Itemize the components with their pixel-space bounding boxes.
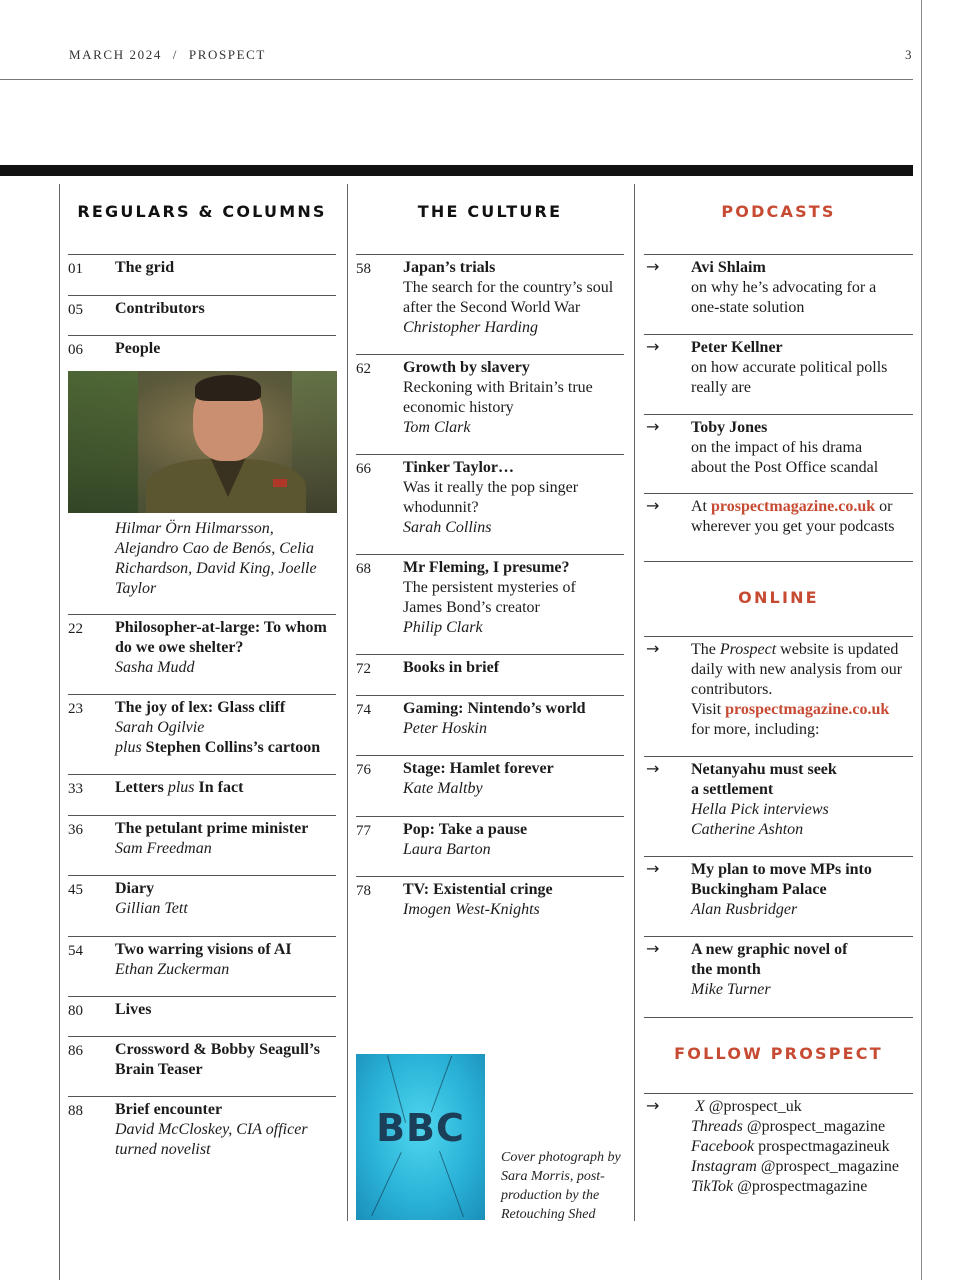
entry-author: David McCloskey, CIA officer turned novelist <box>115 1121 308 1158</box>
podcast-item[interactable] <box>644 254 913 316</box>
podcast-at: At <box>691 498 707 515</box>
online-item[interactable] <box>644 856 913 918</box>
podcasts-heading: PODCASTS <box>721 202 836 221</box>
entry-desc: The persistent mysteries of James Bond’s creator <box>403 579 576 616</box>
online-title: My plan to move MPs into Buckingham Palace <box>691 861 872 898</box>
entry-title: Tinker Taylor… <box>403 459 514 476</box>
entry-author: Sarah Collins <box>403 519 492 536</box>
follow-heading: FOLLOW PROSPECT <box>674 1044 883 1063</box>
podcast-desc: on the impact of his drama about the Post Office scandal <box>691 439 879 476</box>
arrow-icon: → <box>646 639 660 658</box>
intro-tail: for more, including: <box>691 721 820 738</box>
entry-author: Tom Clark <box>403 419 471 436</box>
online-intro <box>644 636 913 738</box>
toc-entry[interactable] <box>356 876 624 918</box>
toc-entry[interactable] <box>68 774 336 797</box>
social-handle: @prospect_magazine <box>746 1118 886 1135</box>
entry-author: Sasha Mudd <box>115 659 195 676</box>
entry-author: Peter Hoskin <box>403 720 487 737</box>
entry-title: Books in brief <box>403 659 500 676</box>
social-link[interactable] <box>691 1137 913 1157</box>
toc-entry[interactable] <box>68 614 336 676</box>
arrow-icon: → <box>646 337 660 356</box>
social-platform: Threads <box>691 1118 743 1135</box>
page-ref: 78 <box>356 883 371 899</box>
entry-title: Two warring visions of AI <box>115 941 292 958</box>
entry-desc: Was it really the pop singer whodunnit? <box>403 479 579 516</box>
entry-title: Contributors <box>115 300 205 317</box>
page-ref: 68 <box>356 561 371 577</box>
intro-visit: Visit <box>691 701 722 718</box>
entry-title: Japan’s trials <box>403 259 496 276</box>
podcast-item[interactable] <box>644 414 913 476</box>
entry-author: Sarah Ogilvie <box>115 719 205 736</box>
page-ref: 22 <box>68 621 83 637</box>
online-item[interactable] <box>644 756 913 838</box>
podcast-desc: on how accurate political polls really are <box>691 359 888 396</box>
page-ref: 33 <box>68 781 83 797</box>
toc-entry[interactable] <box>68 1096 336 1158</box>
arrow-icon: → <box>646 859 660 878</box>
entry-title: People <box>115 340 161 357</box>
page-ref: 77 <box>356 823 371 839</box>
entry-title: Diary <box>115 880 155 897</box>
social-platform: Instagram <box>691 1158 757 1175</box>
social-link[interactable] <box>691 1157 913 1177</box>
culture-heading: THE CULTURE <box>417 202 563 221</box>
podcast-footer <box>644 493 913 562</box>
podcast-item[interactable] <box>644 334 913 396</box>
toc-entry[interactable] <box>68 254 336 277</box>
cover-credit: Cover photograph by Sara Morris, post-production by the Retouching Shed <box>501 1150 621 1222</box>
page-ref: 58 <box>356 261 371 277</box>
page-ref: 06 <box>68 342 83 358</box>
arrow-icon: → <box>646 496 660 515</box>
podcast-site-link[interactable]: prospectmagazine.co.uk <box>711 498 876 515</box>
online-title: A new graphic novel of the month <box>691 941 848 978</box>
page-ref: 62 <box>356 361 371 377</box>
online-item[interactable] <box>644 936 913 1018</box>
prospect-name: Prospect <box>719 641 777 658</box>
page-edge-rule <box>921 0 922 1280</box>
page-ref: 23 <box>68 701 83 717</box>
page-ref: 88 <box>68 1103 83 1119</box>
page-ref: 66 <box>356 461 371 477</box>
entry-title: Mr Fleming, I presume? <box>403 559 570 576</box>
toc-entry[interactable] <box>68 1036 336 1078</box>
arrow-icon: → <box>646 759 660 778</box>
intro-text: The <box>691 641 716 658</box>
entry-author: Christopher Harding <box>403 319 538 336</box>
arrow-icon: → <box>646 939 660 958</box>
entry-title: Gaming: Nintendo’s world <box>403 700 586 717</box>
entry-author: Gillian Tett <box>115 900 188 917</box>
page-ref: 72 <box>356 661 371 677</box>
entry-title: TV: Existential cringe <box>403 881 553 898</box>
entry-title: The petulant prime minister <box>115 820 309 837</box>
issue-date: MARCH 2024 <box>69 47 162 62</box>
social-link[interactable] <box>691 1097 913 1117</box>
toc-entry[interactable] <box>68 875 336 917</box>
section-bar <box>0 165 913 176</box>
entry-author: Kate Maltby <box>403 780 483 797</box>
online-author: Alan Rusbridger <box>691 901 798 918</box>
social-handle: @prospect_magazine <box>760 1158 900 1175</box>
social-platform: TikTok <box>691 1178 734 1195</box>
column-divider-right <box>634 184 635 1221</box>
social-link[interactable] <box>691 1117 913 1137</box>
podcast-guest: Peter Kellner <box>691 339 783 356</box>
page-number: 3 <box>905 47 912 62</box>
column-divider-middle <box>347 184 348 1221</box>
toc-entry[interactable] <box>356 254 624 336</box>
social-handle: @prospect_uk <box>708 1098 802 1115</box>
toc-entry[interactable] <box>68 694 336 756</box>
toc-entry[interactable] <box>68 295 336 318</box>
entry-extra: Stephen Collins’s cartoon <box>145 739 321 756</box>
cover-thumbnail <box>356 1054 485 1220</box>
entry-title: Lives <box>115 1001 152 1018</box>
website-link[interactable]: prospectmagazine.co.uk <box>725 701 890 718</box>
entry-title: Brief encounter <box>115 1101 223 1118</box>
arrow-icon: → <box>646 257 660 276</box>
magazine-name: PROSPECT <box>188 47 266 62</box>
toc-entry[interactable] <box>68 815 336 857</box>
toc-entry[interactable] <box>356 454 624 536</box>
header-rule <box>0 79 913 80</box>
toc-entry[interactable] <box>356 554 624 636</box>
page-ref: 74 <box>356 702 371 718</box>
running-header <box>69 47 266 63</box>
toc-entry[interactable] <box>356 354 624 436</box>
photo-caption: Hilmar Örn Hilmarsson, Alejandro Cao de Benós, Celia Richardson, David King, Joelle Taylor <box>115 520 317 597</box>
online-heading: ONLINE <box>738 588 819 607</box>
page-ref: 45 <box>68 882 83 898</box>
podcast-desc: on why he’s advocating for a one-state solution <box>691 279 877 316</box>
podcast-guest: Avi Shlaim <box>691 259 766 276</box>
online-author: Mike Turner <box>691 981 771 998</box>
entry-title-2: In fact <box>198 779 244 796</box>
entry-title: Crossword & Bobby Seagull’s Brain Teaser <box>115 1041 320 1078</box>
page-ref: 76 <box>356 762 371 778</box>
entry-title: Pop: Take a pause <box>403 821 528 838</box>
arrow-icon: → <box>646 1096 660 1115</box>
social-platform: Facebook <box>691 1138 755 1155</box>
page-ref: 86 <box>68 1043 83 1059</box>
toc-entry[interactable] <box>356 695 624 737</box>
entry-desc: Reckoning with Britain’s true economic history <box>403 379 593 416</box>
entry-title: The grid <box>115 259 175 276</box>
entry-title: The joy of lex: Glass cliff <box>115 699 286 716</box>
plus-word: plus <box>115 739 142 756</box>
entry-title: Stage: Hamlet forever <box>403 760 554 777</box>
podcast-guest: Toby Jones <box>691 419 768 436</box>
page-ref: 80 <box>68 1003 83 1019</box>
entry-author: Laura Barton <box>403 841 491 858</box>
online-title: Netanyahu must seek a settlement <box>691 761 837 798</box>
entry-author: Philip Clark <box>403 619 483 636</box>
header-separator: / <box>172 47 179 62</box>
entry-author: Ethan Zuckerman <box>115 961 230 978</box>
toc-entry[interactable] <box>356 816 624 858</box>
toc-entry[interactable] <box>68 936 336 978</box>
entry-author: Imogen West-Knights <box>403 901 540 918</box>
toc-entry[interactable] <box>68 996 336 1019</box>
page-ref: 01 <box>68 261 83 277</box>
social-handle: prospectmagazineuk <box>758 1138 890 1155</box>
regulars-heading: REGULARS & COLUMNS <box>77 202 327 221</box>
entry-title: Growth by slavery <box>403 359 530 376</box>
online-author: Hella Pick interviews Catherine Ashton <box>691 801 829 838</box>
entry-title: Letters <box>115 779 164 796</box>
podcast-footer-text: or wherever you get your podcasts <box>691 498 895 535</box>
follow-list <box>644 1093 913 1195</box>
page-ref: 36 <box>68 822 83 838</box>
cover-logo: BBC <box>376 1106 465 1150</box>
plus-word: plus <box>167 779 195 796</box>
column-divider-left <box>59 184 60 1280</box>
social-platform: X <box>695 1098 705 1115</box>
toc-entry[interactable] <box>356 755 624 797</box>
toc-entry[interactable] <box>68 335 336 614</box>
entry-author: Sam Freedman <box>115 840 212 857</box>
entry-title: Philosopher-at-large: To whom do we owe shelter? <box>115 619 327 656</box>
intro-text: website is updated daily with new analysis from our contributors. <box>691 641 903 698</box>
entry-desc: The search for the country’s soul after the Second World War <box>403 279 614 316</box>
arrow-icon: → <box>646 417 660 436</box>
page-ref: 05 <box>68 302 83 318</box>
people-photo <box>68 371 337 513</box>
page-ref: 54 <box>68 943 83 959</box>
social-handle: @prospectmagazine <box>737 1178 868 1195</box>
toc-entry[interactable] <box>356 654 624 677</box>
social-link[interactable] <box>691 1177 913 1197</box>
